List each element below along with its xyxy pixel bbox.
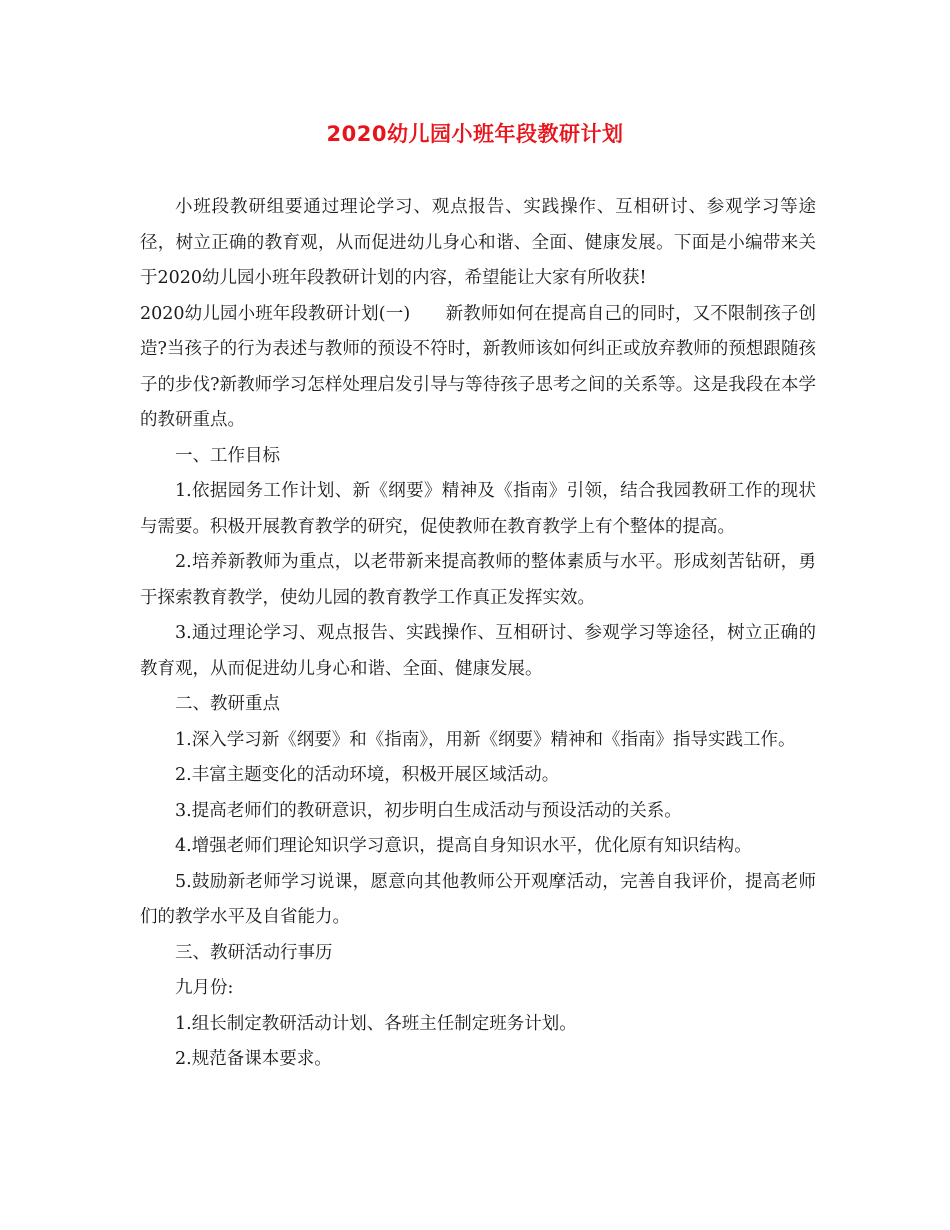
focus-item-2: 2.丰富主题变化的活动环境，积极开展区域活动。 xyxy=(175,765,560,785)
goal-item-3: 3.通过理论学习、观点报告、实践操作、互相研讨、参观学习等途径，树立正确的教育观，从而促进幼儿身心和谐、全面、健康发展。 xyxy=(140,623,816,679)
section-heading-calendar: 三、教研活动行事历 xyxy=(175,942,333,963)
intro-paragraph: 小班段教研组要通过理论学习、观点报告、实践操作、互相研讨、参观学习等途径，树立正确的教育观，从而促进幼儿身心和谐、全面、健康发展。下面是小编带来关于2020幼儿园小班年段教研计划的内容，希望能让大家有所收获! xyxy=(140,197,816,288)
goal-item-1: 1.依据园务工作计划、新《纲要》精神及《指南》引领，结合我园教研工作的现状与需要。积极开展教育教学的研究，促使教师在教育教学上有个整体的提高。 xyxy=(140,481,816,537)
calendar-item-1: 1.组长制定教研活动计划、各班主任制定班务计划。 xyxy=(175,1013,577,1034)
section-heading-goals: 一、工作目标 xyxy=(175,445,280,466)
focus-item-4: 4.增强老师们理论知识学习意识，提高自身知识水平，优化原有知识结构。 xyxy=(175,836,752,856)
focus-item-5: 5.鼓励新老师学习说课，愿意向其他教师公开观摩活动，完善自我评价，提高老师们的教学水平及自省能力。 xyxy=(140,871,816,927)
focus-item-3: 3.提高老师们的教研意识，初步明白生成活动与预设活动的关系。 xyxy=(175,800,682,821)
month-label-september: 九月份: xyxy=(175,978,234,998)
document-body xyxy=(140,190,816,1078)
calendar-item-2: 2.规范备课本要求。 xyxy=(175,1049,332,1069)
page-title: 2020幼儿园小班年段教研计划 xyxy=(326,122,624,146)
section-heading-focus: 二、教研重点 xyxy=(175,694,280,714)
goal-item-2: 2.培养新教师为重点，以老带新来提高教师的整体素质与水平。形成刻苦钻研，勇于探索教育教学，使幼儿园的教育教学工作真正发挥实效。 xyxy=(140,552,816,608)
focus-item-1: 1.深入学习新《纲要》和《指南》，用新《纲要》精神和《指南》指导实践工作。 xyxy=(175,729,796,750)
plan-one-paragraph: 2020幼儿园小班年段教研计划(一) 新教师如何在提高自己的同时，又不限制孩子创造?当孩子的行为表述与教师的预设不符时，新教师该如何纠正或放弃教师的预想跟随孩子的步伐?新教师学习怎样处理启发引导与等待孩子思考之间的关系等。这是我段在本学的教研重点。 xyxy=(140,303,816,430)
